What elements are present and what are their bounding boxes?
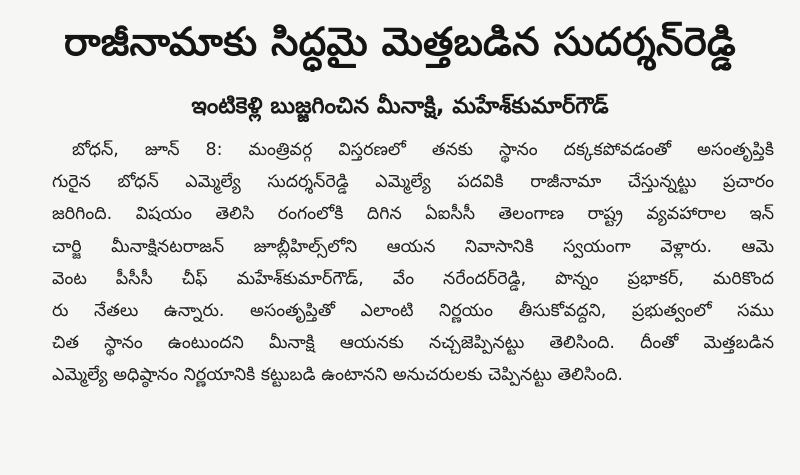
body-line: జరిగింది. విషయం తెలిసి రంగంలోకి దిగిన ఏఐసీసీ తెలంగాణ రాష్ట్ర వ్యవహారాల ఇన్ bbox=[52, 204, 774, 225]
body-line: చార్జి మీనాక్షినటరాజన్ జూబ్లీహిల్స్‌లోని ఆయన నివాసానికి స్వయంగా వెళ్లారు. ఆమె bbox=[52, 236, 774, 257]
body-line: చిత స్థానం ఉంటుందని మీనాక్షి ఆయనకు నచ్చజెప్పినట్టు తెలిసింది. దీంతో మెత్తబడిన bbox=[52, 333, 774, 354]
subheadline: ఇంటికెళ్లి బుజ్జగించిన మీనాక్షి, మహేశ్‌కుమార్‌గౌడ్ bbox=[191, 93, 609, 119]
headline: రాజీనామాకు సిద్ధమై మెత్తబడిన సుదర్శన్‌రెడ్డి bbox=[64, 20, 736, 65]
body-line: గురైన బోధన్ ఎమ్మెల్యే సుదర్శన్‌రెడ్డి ఎమ్మెల్యే పదవికి రాజీనామా చేస్తున్నట్టు ప్రచారం bbox=[52, 172, 774, 193]
body-line: వెంట పీసీసీ చీఫ్ మహేశ్‌కుమార్‌గౌడ్, వేం నరేందర్‌రెడ్డి, పొన్నం ప్రభాకర్, మరికొంద bbox=[52, 268, 774, 289]
body-line: రు నేతలు ఉన్నారు. అసంతృప్తితో ఎలాంటి నిర్ణయం తీసుకోవద్దని, ప్రభుత్వంలో సము bbox=[52, 300, 774, 321]
body-line: ఎమ్మెల్యే అధిష్ఠానం నిర్ణయానికి కట్టుబడి ఉంటానని అనుచరులకు చెప్పినట్టు తెలిసింది. bbox=[52, 365, 623, 386]
article-body bbox=[16, 134, 784, 392]
body-line: బోధన్, జూన్ 8: మంత్రివర్గ విస్తరణలో తనకు స్థానం దక్కకపోవడంతో అసంతృప్తికి bbox=[72, 140, 774, 160]
